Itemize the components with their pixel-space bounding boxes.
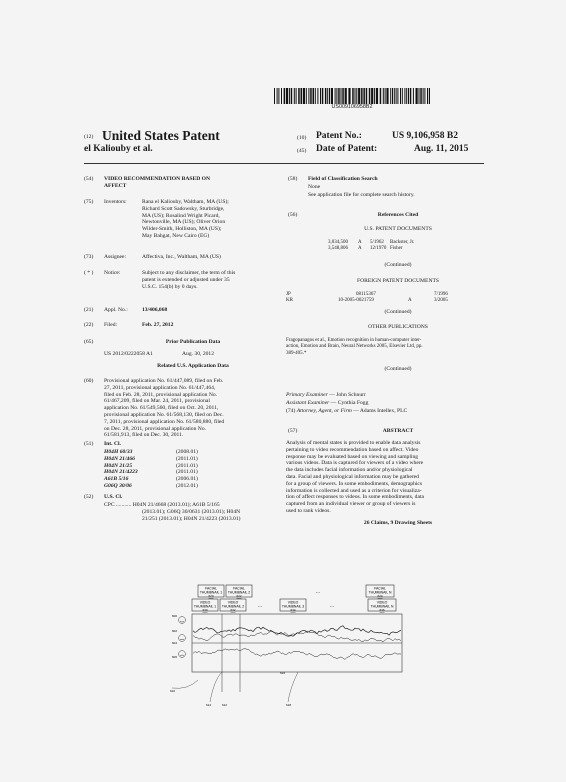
kind-code: (12): [84, 134, 94, 140]
svg-text:FACIAL: FACIAL: [205, 586, 217, 591]
facial-thumbnail-1: [198, 585, 224, 598]
notice-label: Notice:: [104, 270, 121, 276]
refs-heading: References Cited: [377, 212, 419, 218]
ref-616: 616: [280, 671, 286, 675]
abstract-heading: ABSTRACT: [382, 428, 414, 434]
patent-number: US 9,106,958 B2: [392, 131, 458, 141]
ref-618: 618: [286, 703, 292, 707]
related-code: (60): [84, 378, 94, 384]
foreign-docs-heading: FOREIGN PATENT DOCUMENTS: [356, 278, 440, 284]
emotion-curve-3: [193, 649, 401, 660]
filed-label: Filed:: [104, 322, 118, 328]
svg-text:622: 622: [236, 594, 242, 598]
inventors-label: Inventors:: [104, 199, 127, 205]
date-label: Date of Patent:: [316, 144, 378, 154]
svg-text:VIDEO: VIDEO: [287, 600, 299, 605]
leader-line-3: [288, 672, 298, 702]
ref-602: 602: [172, 629, 178, 633]
continued-3: (Continued): [384, 366, 412, 372]
other-publications-heading: OTHER PUBLICATIONS: [368, 324, 428, 330]
ref-604: 604: [172, 641, 178, 645]
barcode: [274, 88, 430, 104]
svg-text:630: 630: [202, 608, 208, 612]
facial-thumbnail-2: [226, 585, 252, 598]
assistant-examiner: Assistant Examiner — Cynthia Fogg: [286, 400, 369, 406]
neutral-face-icon: [179, 635, 186, 642]
svg-text:634: 634: [290, 608, 296, 612]
field-heading: Field of Classification Search: [308, 176, 378, 182]
refs-code: (56): [288, 212, 298, 218]
svg-text:VIDEO: VIDEO: [376, 600, 388, 605]
header-divider: [84, 163, 484, 164]
claims-count: 26 Claims, 9 Drawing Sheets: [363, 520, 433, 526]
facial-ellipsis: ...: [315, 589, 321, 595]
intcl-heading: Int. Cl.: [104, 441, 121, 447]
ref-606: 606: [172, 655, 178, 659]
cpc-text: CPC ........... H04N 21/4668 (2013.01); A61B 5/165 (2013.01); G06Q 30/0631 (2013.01); H04N 21/251 (2013.01); H04N 21/4223 (2013.01): [104, 502, 241, 522]
related-heading: Related U.S. Application Data: [157, 363, 229, 369]
svg-text:VIDEO: VIDEO: [227, 600, 239, 605]
continued-1: (Continued): [384, 262, 412, 268]
filed-date: Feb. 27, 2012: [142, 322, 174, 328]
notice-code: ( * ): [84, 270, 94, 276]
prior-heading: Prior Publication Data: [165, 339, 221, 345]
representative-figure: [168, 580, 408, 712]
svg-text:THUMBNAIL 2: THUMBNAIL 2: [221, 604, 245, 609]
video-ellipsis-1: ...: [257, 603, 263, 609]
video-thumbnail-1: [192, 599, 218, 612]
svg-text:624: 624: [377, 594, 383, 598]
abstract-code: (57): [288, 428, 298, 434]
attorney: (74) Attorney, Agent, or Firm — Adams Intellex, PLC: [286, 408, 408, 414]
us-docs-heading: U.S. PATENT DOCUMENTS: [364, 226, 432, 232]
leader-line-2: [210, 672, 222, 702]
invention-title: VIDEO RECOMMENDATION BASED ON AFFECT: [104, 176, 211, 189]
svg-text:THUMBNAIL 1: THUMBNAIL 1: [193, 604, 217, 609]
other-publications: Fragopanagos et al., Emotion recognition in human-computer inter- action, Emotion and Brain, Neural Networks 2005, Elsevier Ltd, pp. 389-405.*: [286, 338, 423, 356]
ref-600: 600: [172, 614, 178, 618]
patent-no-code: (10): [297, 135, 307, 141]
svg-text:THUMBNAIL N: THUMBNAIL N: [370, 604, 394, 609]
patent-date: Aug. 11, 2015: [414, 144, 469, 154]
assignee: Affectiva, Inc., Waltham, MA (US): [142, 254, 221, 260]
related-text: Provisional application No. 61/447,089, filed on Feb. 27, 2011, provisional application No. 61/447,464, filed on Feb. 28, 2011, provisional application No. 61/467,209, filed on Mar. 24, 2011, provisional application No. 61/549,560, filed on Oct. 20, 2011, provisional application No. 61/568,130, filed on Dec. 7, 2011, provisional application No. 61/580,880, filed on Dec. 28, 2011, provisional application No. 61/581,913, filed on Dec. 30, 2011.: [104, 378, 225, 439]
field-none: None: [308, 184, 321, 190]
facial-thumbnail-n: [366, 585, 394, 598]
prior-code: (65): [84, 339, 94, 345]
patent-no-label: Patent No.:: [316, 131, 362, 141]
appl-number: 13/406,068: [142, 307, 168, 313]
leader-line-1: [172, 680, 198, 688]
svg-text:THUMBNAIL N: THUMBNAIL N: [368, 590, 392, 595]
video-thumbnail-n: [368, 599, 396, 612]
notice-text: Subject to any disclaimer, the term of this patent is extended or adjusted under 35 U.S.C. 154(b) by 0 days.: [142, 270, 236, 290]
inventors-list: Rana el Kaliouby, Waltham, MA (US); Richard Scott Sadowsky, Sturbridge, MA (US); Rosalind Wright Picard, Newtonville, MA (US); Oliver Orion Wilder-Smith, Holliston, MA (US); May Bahgat, New Cairo (EG): [142, 199, 229, 239]
uscl-heading: U.S. Cl.: [104, 494, 123, 500]
inventors-code: (75): [84, 199, 94, 205]
svg-text:THUMBNAIL 2: THUMBNAIL 2: [227, 590, 251, 595]
assignee-label: Assignee:: [104, 254, 127, 260]
video-thumbnail-2: [220, 599, 246, 612]
video-thumbnail-3: [280, 599, 306, 612]
abstract-text: Analysis of mental states is provided to enable data analysis pertaining to video recommendation based on affect. Video response may be evaluated based on viewing and sampling various videos. Data is captured for viewers of a video where the data includes facial information and/or physiological data. Facial and physiological information may be gathered for a group of viewers. In some embodiments, demographics information is collected and used as a criterion for visualiza- tion of affect responses to videos. In some embodiments, data captured from an individual viewer or group of viewers is used to rank videos.: [286, 440, 424, 514]
svg-text:636: 636: [379, 608, 385, 612]
svg-text:620: 620: [208, 594, 214, 598]
appl-code: (21): [84, 307, 94, 313]
foreign-docs-list: JP 08115367 7/1996 KR 10-2005-0021759 A 3/2005: [286, 292, 448, 304]
ref-614: 614: [206, 703, 212, 707]
svg-text:632: 632: [230, 608, 236, 612]
svg-text:THUMBNAIL 3: THUMBNAIL 3: [281, 604, 305, 609]
prior-date: Aug. 30, 2012: [182, 351, 215, 357]
patent-title: United States Patent: [102, 128, 220, 143]
appl-label: Appl. No.:: [104, 307, 128, 313]
intcl-code: (51): [84, 441, 94, 447]
svg-text:THUMBNAIL 1: THUMBNAIL 1: [199, 590, 223, 595]
ref-610: 610: [170, 689, 176, 693]
field-code: (58): [288, 176, 298, 182]
sad-face-icon: [179, 651, 186, 658]
prior-publication: US 2012/0222058 A1: [104, 351, 153, 357]
happy-face-icon: [179, 617, 186, 624]
primary-examiner: Primary Examiner — John Schnurr: [286, 392, 366, 398]
svg-text:FACIAL: FACIAL: [374, 586, 386, 591]
ref-612: 612: [222, 703, 228, 707]
emotion-curve-2: [193, 631, 401, 642]
barcode-number: US009106958B2: [331, 104, 373, 110]
date-code: (45): [297, 148, 307, 154]
uscl-code: (52): [84, 494, 94, 500]
continued-2: (Continued): [384, 309, 412, 315]
filed-code: (22): [84, 322, 94, 328]
assignee-code: (73): [84, 254, 94, 260]
svg-text:VIDEO: VIDEO: [199, 600, 211, 605]
video-ellipsis-2: ...: [329, 603, 335, 609]
emotion-curve-1: [193, 626, 401, 636]
inventors-short: el Kaliouby et al.: [84, 144, 153, 154]
title-code: (54): [84, 176, 94, 182]
intcl-list: H04H 60/33 (2008.01) H04N 21/466 (2011.01) H04N 21/25 (2011.01) H04N 21/4223 (2011.01) A61B 5/16 (2006.01) G06Q 30/06 (2012.01): [104, 449, 198, 489]
us-docs-list: 3,034,500 A 5/1962 Backster, Jr. 3,548,806 A 12/1970 Fisher: [328, 240, 415, 252]
field-see: See application file for complete search history.: [308, 192, 415, 198]
svg-text:FACIAL: FACIAL: [233, 586, 245, 591]
